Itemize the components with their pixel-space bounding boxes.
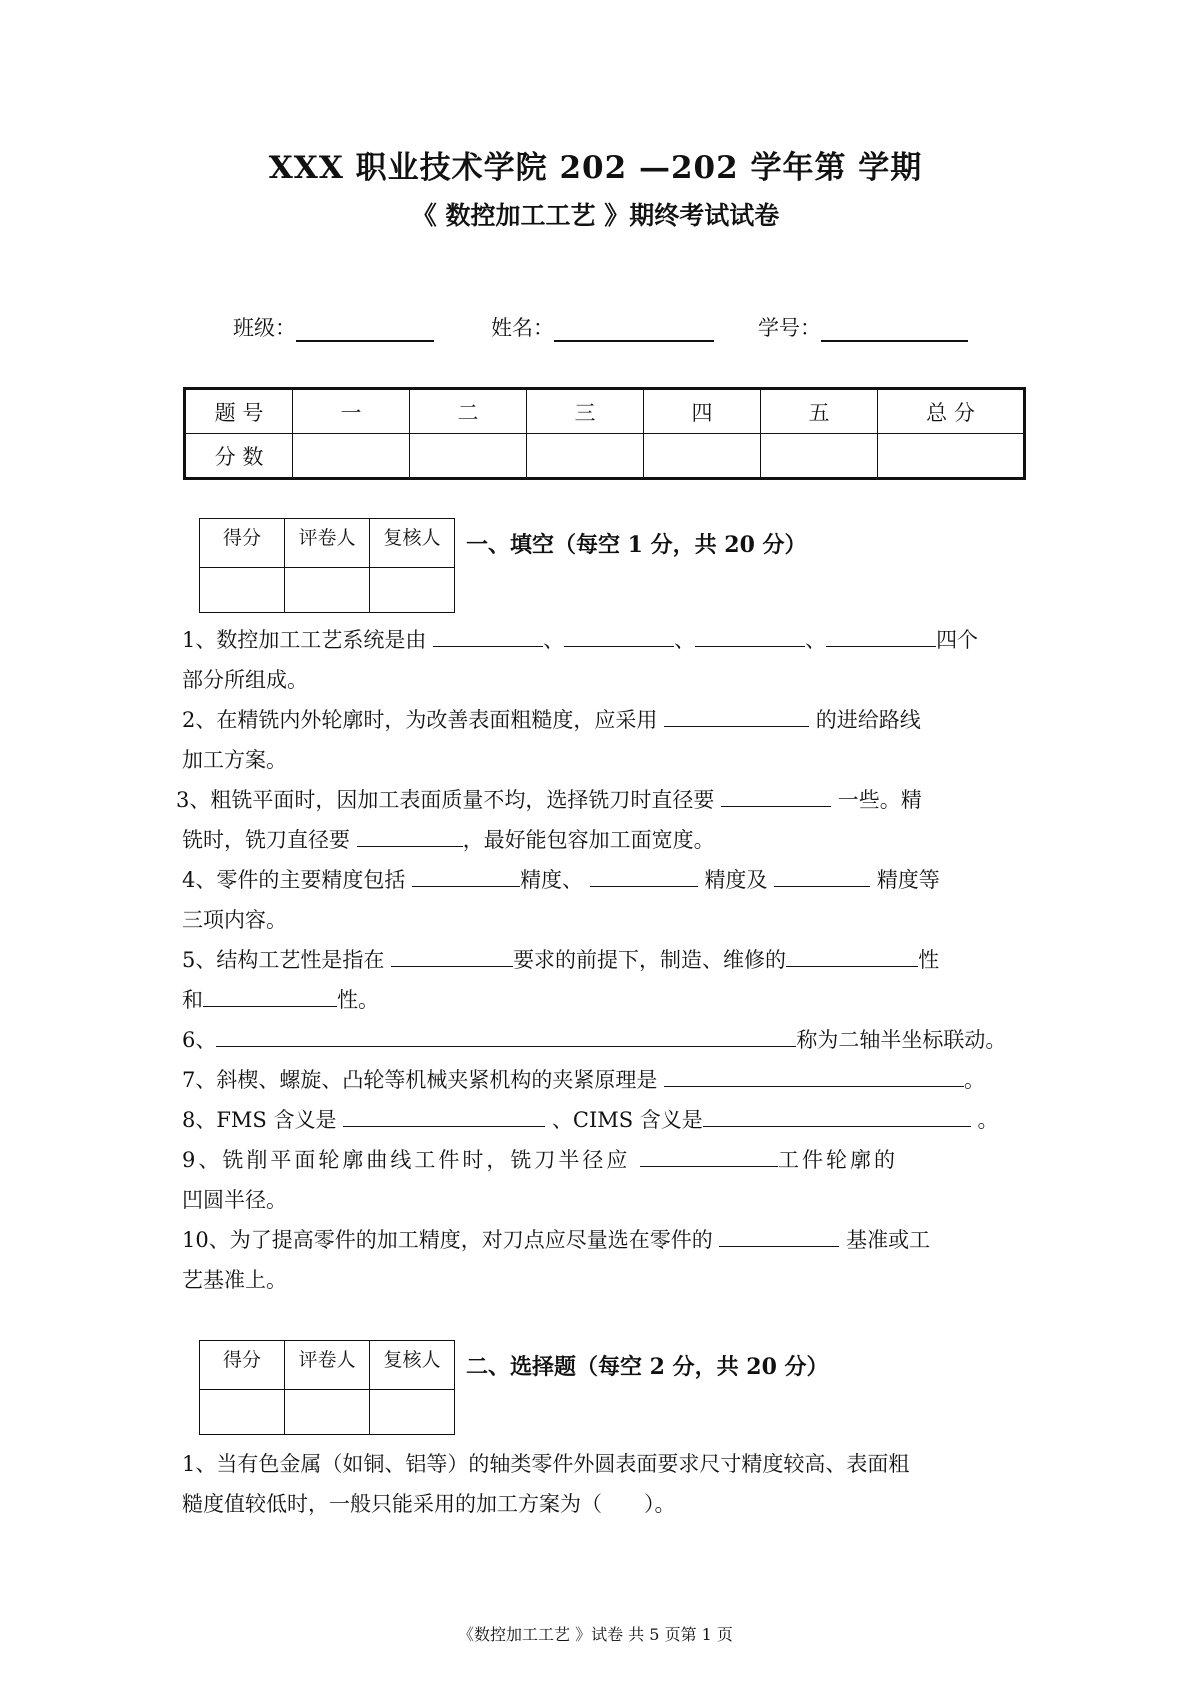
score-cell[interactable] [527,434,644,479]
answer-blank[interactable] [357,824,463,847]
score-table-cell: 四 [644,389,761,434]
answer-blank[interactable] [412,864,520,887]
mc-question-1: 1、当有色金属（如铜、铝等）的轴类零件外圆表面要求尺寸精度较高、表面粗 糙度值较低时，一般只能采用的加工方案为（ ）。 [182,1452,910,1516]
grader-header: 得分 [200,519,285,568]
answer-blank[interactable] [774,864,870,887]
score-table-cell: 总 分 [878,389,1025,434]
grader-box-section1 [199,518,455,613]
score-table-cell: 一 [293,389,410,434]
class-blank[interactable] [296,316,434,342]
answer-blank[interactable] [703,1104,971,1127]
name-blank[interactable] [554,316,714,342]
score-table-row-label: 分 数 [185,434,293,479]
grader-cell[interactable] [200,1390,285,1435]
name-label: 姓名： [491,316,554,340]
exam-title: XXX 职业技术学院 202 —202 学年第 学期 [268,150,923,186]
grader-cell[interactable] [285,1390,370,1435]
question-10: 10、为了提高零件的加工精度，对刀点应尽量选在零件的 基准或工 艺基准上。 [182,1220,1018,1300]
grader-box-section2 [199,1340,455,1435]
answer-blank[interactable] [786,944,918,967]
answer-blank[interactable] [664,1064,964,1087]
score-cell[interactable] [644,434,761,479]
answer-blank[interactable] [590,864,698,887]
answer-blank[interactable] [433,624,543,647]
question-2: 2、在精铣内外轮廓时，为改善表面粗糙度，应采用 的进给路线 加工方案。 [182,700,1018,780]
grader-cell[interactable] [285,568,370,613]
name-field [491,312,714,342]
score-table [183,387,1026,480]
question-8: 8、FMS 含义是 、CIMS 含义是 。 [182,1100,1018,1140]
score-table-header-row [185,389,1025,434]
class-field [233,312,434,342]
answer-blank[interactable] [564,624,674,647]
answer-blank[interactable] [826,624,936,647]
student-id-blank[interactable] [821,316,968,342]
score-cell[interactable] [761,434,878,479]
score-cell[interactable] [410,434,527,479]
question-6: 6、 称为二轴半坐标联动。 [182,1020,1018,1060]
section2-title: 二、选择题（每空 2 分，共 20 分） [466,1354,829,1380]
score-cell[interactable] [878,434,1025,479]
student-id-label: 学号： [758,316,821,340]
student-id-field [758,312,968,342]
answer-blank[interactable] [695,624,805,647]
answer-blank[interactable] [664,704,809,727]
page-footer: 《数控加工工艺 》试卷 共 5 页第 1 页 [458,1625,733,1644]
answer-blank[interactable] [216,1024,796,1047]
grader-header: 复核人 [370,1341,455,1390]
grader-header: 评卷人 [285,519,370,568]
question-3: 3、粗铣平面时，因加工表面质量不均，选择铣刀时直径要 一些。精 铣时，铣刀直径要 ，最好能包容加工面宽度。 [176,780,1012,860]
answer-blank[interactable] [343,1104,545,1127]
question-4: 4、零件的主要精度包括 精度、 精度及 精度等 三项内容。 [182,860,1018,940]
answer-blank[interactable] [719,1224,839,1247]
class-label: 班级： [233,316,296,340]
question-7: 7、斜楔、螺旋、凸轮等机械夹紧机构的夹紧原理是 。 [182,1060,1018,1100]
score-table-score-row [185,434,1025,479]
grader-cell[interactable] [200,568,285,613]
question-5: 5、结构工艺性是指在 要求的前提下，制造、维修的 性 和 性。 [182,940,1018,1020]
answer-blank[interactable] [721,784,831,807]
answer-blank[interactable] [640,1144,778,1167]
grader-cell[interactable] [370,568,455,613]
score-table-cell: 三 [527,389,644,434]
answer-blank[interactable] [203,984,337,1007]
grader-header: 得分 [200,1341,285,1390]
grader-header: 复核人 [370,519,455,568]
grader-header: 评卷人 [285,1341,370,1390]
exam-subtitle: 《 数控加工工艺 》期终考试试卷 [411,201,780,230]
answer-blank[interactable] [391,944,513,967]
grader-cell[interactable] [370,1390,455,1435]
score-table-cell: 二 [410,389,527,434]
section1-title: 一、填空（每空 1 分，共 20 分） [466,532,807,558]
score-table-cell: 五 [761,389,878,434]
score-table-cell: 题 号 [185,389,293,434]
question-9: 9、铣削平面轮廓曲线工件时，铣刀半径应 工件轮廓的 凹圆半径。 [182,1140,1018,1220]
score-cell[interactable] [293,434,410,479]
question-1: 1、数控加工工艺系统是由 、 、 、 四个 部分所组成。 [182,620,1018,700]
